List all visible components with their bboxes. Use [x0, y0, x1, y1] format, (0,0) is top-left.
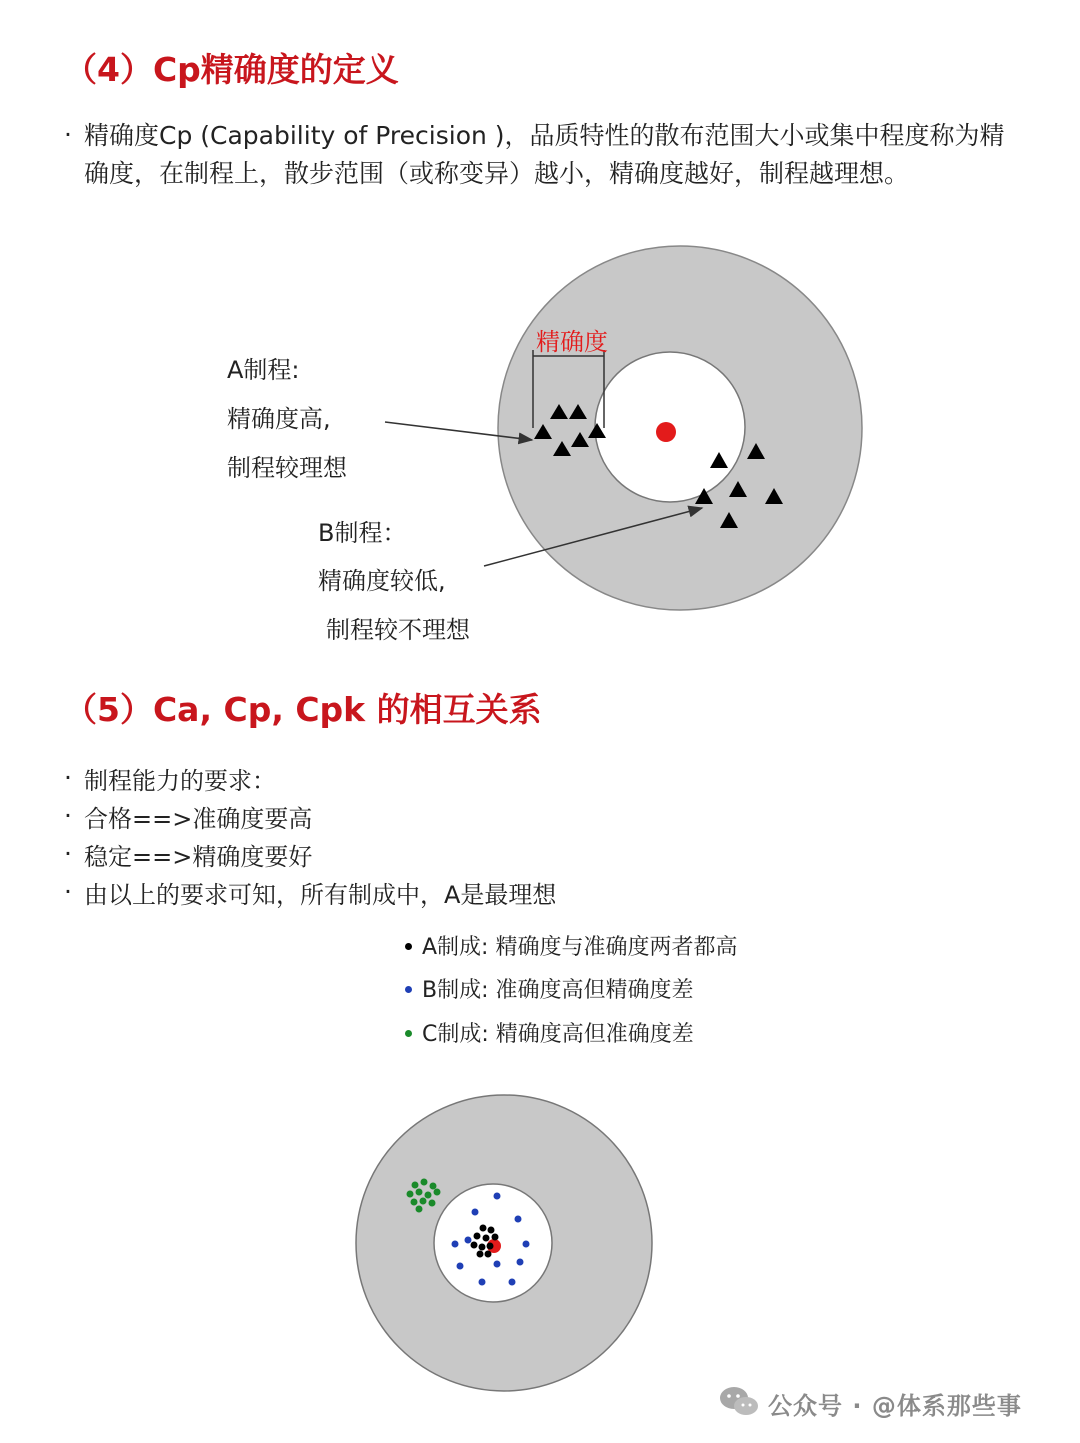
legend-label: C制成: 精确度高但准确度差 [422, 1022, 694, 1047]
legend-label: B制成: 准确度高但精确度差 [422, 978, 694, 1003]
legend-label: A制成: 精确度与准确度两者都高 [422, 935, 738, 960]
list-item: 制程能力的要求： [84, 767, 276, 795]
process-a-line1: 精确度高, [227, 405, 331, 433]
bullet-marker: · [64, 120, 72, 149]
legend-item-c [405, 1017, 694, 1048]
precision-label: 精确度 [536, 328, 608, 356]
bullet-marker: · [64, 763, 72, 792]
list-item: 合格==>准确度要高 [84, 805, 313, 833]
list-item: 由以上的要求可知，所有制成中，A是最理想 [84, 881, 557, 909]
legend-dot-green [405, 1030, 412, 1037]
ca-cp-cpk-target-diagram [0, 1070, 1080, 1410]
bullet-marker: · [64, 839, 72, 868]
section-5-heading: （5）Ca, Cp, Cpk 的相互关系 [64, 690, 542, 729]
legend-item-a [405, 930, 737, 961]
legend-dot-black [405, 943, 412, 950]
bullet-marker: · [64, 877, 72, 906]
process-a-title: A制程: [227, 356, 300, 384]
process-a-line2: 制程较理想 [227, 454, 347, 482]
bullet-marker: · [64, 801, 72, 830]
watermark-text: 公众号 · @体系那些事 [768, 1392, 1022, 1420]
process-b-line2: 制程较不理想 [326, 616, 470, 644]
process-b-line1: 精确度较低, [318, 567, 446, 595]
process-b-title: B制程： [318, 519, 407, 547]
legend-dot-blue [405, 986, 412, 993]
section-4-heading: （4）Cp精确度的定义 [64, 50, 399, 89]
list-item: 稳定==>精确度要好 [84, 843, 313, 871]
target-center-dot [656, 422, 676, 442]
precision-definition-paragraph: 精确度Cp (Capability of Precision )，品质特性的散布范围大小或集中程度称为精确度，在制程上，散步范围（或称变异）越小，精确度越好，制程越理想。 [84, 121, 1005, 188]
wechat-icon [718, 1384, 760, 1418]
legend-item-b [405, 973, 694, 1004]
